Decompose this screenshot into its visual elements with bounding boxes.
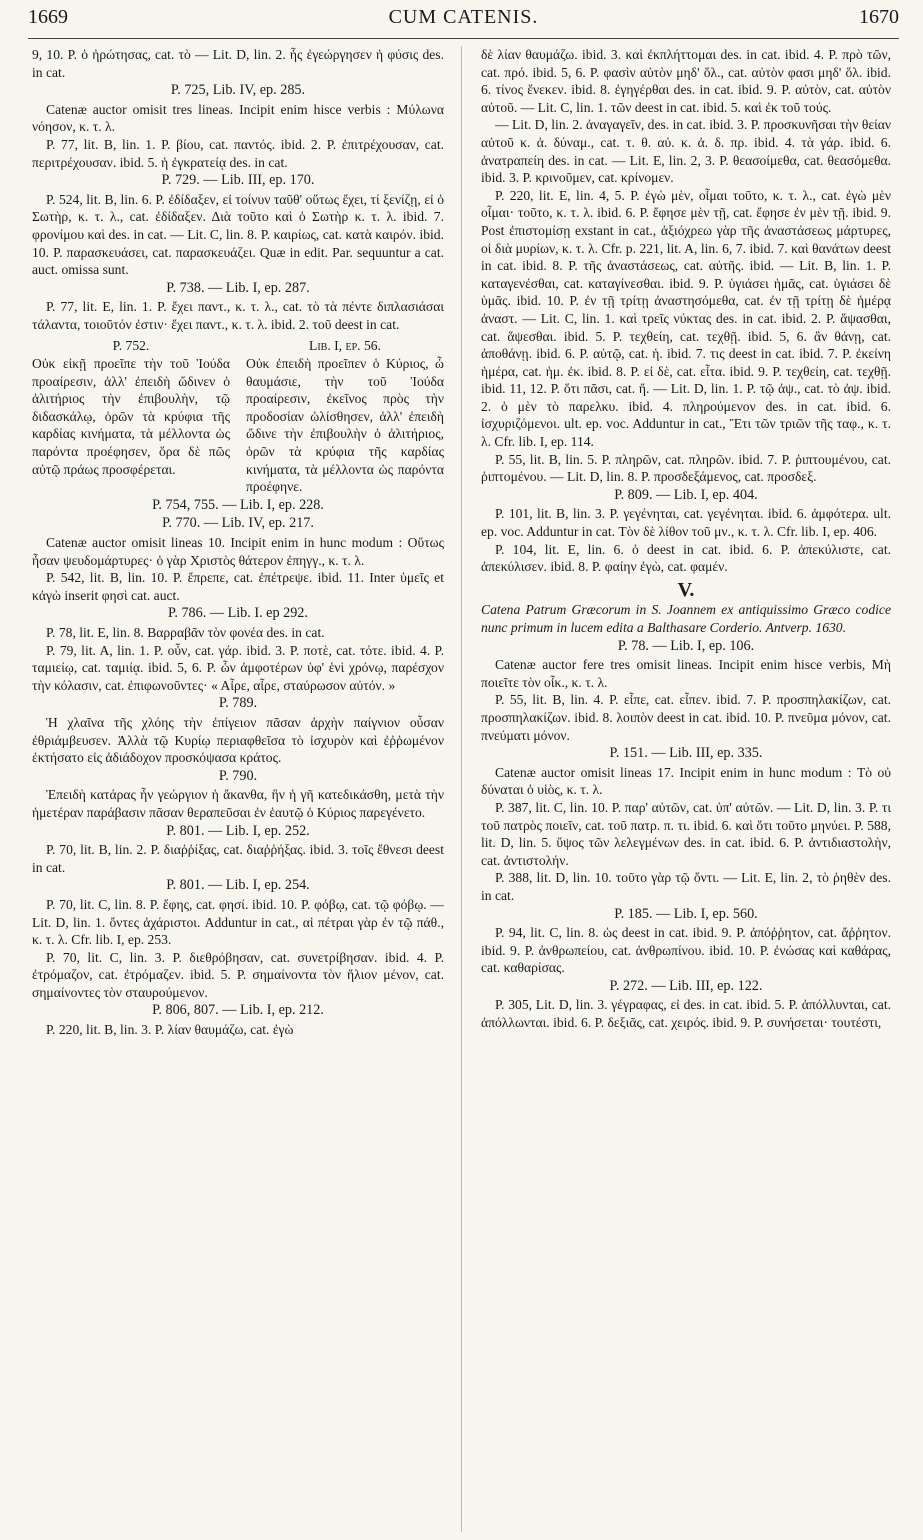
- section-heading: P. 789.: [218, 695, 258, 712]
- text-paragraph: P. 77, lit. B, lin. 1. P. βίου, cat. παντός. ibid. 2. P. ἐπιτρέχουσαν, cat. περιτρέχουσαν. ibid. 5. ἡ ἐγκρατείᾳ des. in cat.: [32, 136, 444, 170]
- text-paragraph: P. 55, lit. B, lin. 5. P. πληρῶν, cat. πληρῶν. ibid. 7. P. ῥιπτουμένου, cat. ῥιπτομένου. — Lit. D, lin. 8. P. προσδεξάμενος, cat. προσδεξ.: [481, 451, 891, 485]
- section-heading: P. 801. — Lib. I, ep. 254.: [166, 877, 310, 894]
- catena-title: Catena Patrum Græcorum in S. Joannem ex antiquissimo Græco codice nunc primum in lucem edita a Balthasare Corderio. Antverp. 1630.: [481, 602, 891, 635]
- section-heading: P. 770. — Lib. IV, ep. 217.: [162, 515, 314, 532]
- parallel-col-b: [246, 336, 444, 496]
- page-number-left: 1669: [28, 6, 68, 28]
- text-paragraph: P. 79, lit. A, lin. 1. P. οὖν, cat. γάρ. ibid. 3. P. ποτὲ, cat. τότε. ibid. 4. P. ταμιείῳ, cat. ταμιίᾳ. ibid. 5, 6. P. ὧν ἀμφοτέρων ὑφ' ἑνὶ χρόνῳ, παρέσχον τὴν κόλασιν, cat. ἐπιφωνοῦντες· « Αἶρε, αἶρε, σταύρωσον αὐτόν. »: [32, 642, 444, 693]
- text-paragraph: P. 70, lit. C, lin. 3. P. διεθρόβησαν, cat. συνετρίβησαν. ibid. 4. P. ἐτρόμαζον, cat. ἐτρόμαζεν. ibid. 5. P. σημαίνοντα τὸν ἥλιον μένον, cat. σημαίνοντες τὸν σταυρούμενον.: [32, 949, 444, 1000]
- text-paragraph: Catenæ auctor omisit lineas 10. Incipit enim in hunc modum : Οὕτως ἦσαν ψευδομάρτυρες· ὁ γὰρ Χριστὸς θάτερον ἐπηγγ., κ. τ. λ.: [32, 535, 444, 568]
- text-paragraph: P. 220, lit. B, lin. 3. P. λίαν θαυμάζω, cat. ἐγὼ: [46, 1022, 294, 1038]
- text-paragraph: P. 78, lit. E, lin. 8. Βαρραβᾶν τὸν φονέα des. in cat.: [46, 625, 325, 640]
- text-paragraph: — Lit. D, lin. 2. ἀναγαγεῖν, des. in cat. ibid. 3. P. προσκυνῆσαι τὴν θείαν αὐτοῦ κ. ἀ. δύναμ., cat. τ. θ. αὐ. κ. ἀ. δ. πρ. ibid. 4. τὰ γάρ. ibid. 6. ἀνατραπείη des. in cat. — Lit. E, lin. 2, 3. P. θεασοίμεθα, cat. θεασόμεθα. ibid. 3. P. κρινοῦμεν, cat. κρίνομεν.: [481, 117, 891, 186]
- text-paragraph: Catenæ auctor omisit tres lineas. Incipit enim hisce verbis : Μύλωνα νόησον, κ. τ. λ.: [32, 101, 444, 135]
- text-paragraph: 9, 10. P. ὁ ἠρώτησας, cat. τὸ — Lit. D, lin. 2. ἧς ἐγεώργησεν ἡ φύσις des. in cat.: [32, 47, 444, 80]
- section-heading: P. 272. — Lib. III, ep. 122.: [609, 977, 763, 994]
- section-heading: Lib. I, ep. 56.: [309, 337, 381, 353]
- section-heading: P. 151. — Lib. III, ep. 335.: [609, 745, 763, 762]
- text-paragraph: P. 524, lit. B, lin. 6. P. ἐδίδαξεν, εἰ τοίνυν ταῦθ' οὕτως ἔχει, τί ξενίζῃ, εἰ ὁ Σωτὴρ, κ. τ. λ., cat. ἐδίδαξεν. Διὰ τοῦτο καὶ ὁ Σωτὴρ κ. τ. λ. ibid. 7. φρονίμου καὶ des. in cat. — Lit. C, lin. 8. P. καιρίως, cat. κατὰ καιρόν. ibid. 10. P. παρασκευάσει, cat. παρασκευάζει. Quæ in edit. Par. sequuntur a cat. auct. omissa sunt.: [32, 191, 444, 278]
- running-title: CUM CATENIS.: [388, 6, 539, 28]
- text-paragraph: P. 542, lit. B, lin. 10. P. ἔπρεπε, cat. ἐπέτρεψε. ibid. 11. Inter ὑμεῖς et κἀγὼ inserit φησὶ cat. auct.: [32, 570, 444, 603]
- text-paragraph: Ἡ χλαῖνα τῆς χλόης τὴν ἐπίγειον πᾶσαν ἀρχὴν παίγνιον οὖσαν ἐθριάμβευσεν. Ἀλλὰ τῷ Κυρίῳ περιαφθεῖσα τὸ ἰσχυρὸν καὶ ἐῤῥωμένον ἐκτήσατο εἰς ἀδιάδοχον προσκόψασα κράτος.: [32, 714, 444, 766]
- section-heading: P. 738. — Lib. I, ep. 287.: [166, 279, 310, 296]
- left-column: [32, 46, 444, 1039]
- section-heading: P. 78. — Lib. I, ep. 106.: [617, 637, 755, 654]
- text-paragraph: P. 388, lit. D, lin. 10. τοῦτο γὰρ τῷ ὄντι. — Lit. E, lin. 2, τὸ ῥηθὲν des. in cat.: [481, 870, 891, 903]
- text-paragraph: Ἐπειδὴ κατάρας ἦν γεώργιον ἡ ἄκανθα, ἣν ἡ γῆ κατεδικάσθη, μετὰ τὴν ἡμετέραν παράβασιν πᾶσαν θεραπεῦσαι ἐν ἑαυτῷ ὁ Κύριος παρεγένετο.: [32, 787, 444, 820]
- section-heading: P. 754, 755. — Lib. I, ep. 228.: [152, 496, 324, 513]
- section-heading: P. 801. — Lib. I, ep. 252.: [166, 822, 310, 839]
- section-heading: P. 809. — Lib. I, ep. 404.: [614, 486, 758, 503]
- running-header: [28, 6, 899, 34]
- text-paragraph: P. 220, lit. E, lin. 4, 5. P. ἐγὼ μὲν, οἶμαι τοῦτο, κ. τ. λ., cat. ἐγὼ μὲν οἶμαι· τοῦτο, κ. τ. λ. ibid. 6. P. ἔφησε μὲν τῇ, cat. ἔφησε ἐν μὲν τῇ. ibid. 9. Post ἐπιστομίσῃ exstant in cat., ἀξιόχρεω γὰρ τῆς ἀναστάσεως μάρτυρες, οἱ διὰ μυρίων, κ. τ. λ. Cfr. p. 221, lit. A, lin. 6, 7. ibid. 7. καὶ θανάτων deest in cat. ibid. 8. P. τῆς ἀναστάσεως, cat. αὐτῆς. ibid. — Lit. B, lin. 1. P. καταγενέσθαι, cat. καταγίνεσθαι. ibid. 9. P. ὑγιάσει ἡμᾶς, cat. ὑγιάσει δὲ ὑμᾶς. ibid. 10. P. ἐν τῇ τρίτῃ ἀναστησόμεθα, cat. ἐν τῇ τρίτῃ δὲ ἡμέρᾳ ἀναστ. — Lit. C, lin. 1. καὶ τρεῖς νύκτας des. in cat. ibid. 2. P. ἅψασθαι, cat. ἅψεσθαι. ibid. 5. P. τεχθείη, cat. τεχθῇ. ibid. 5, 6. ἂν θάνῃ, cat. ἀποθάνῃ. ibid. 6. P. αὐτῷ, cat. ἡ. ibid. 7. τις deest in cat. ibid. 7. P. ἐκείνη ἡμέρα, cat. ἡμ. ἐκ. ibid. 8. P. εἰ δὲ, cat. εἶτα. ibid. 9. P. τεχθείη, cat. τεχθῇ. ibid. 11, 12. P. ὅτι πᾶσι, cat. ἤ. — Lit. D, lin. 1. P. τῷ ἀψ., cat. τὸ ἀψ. ibid. 2. ὁ μὲν τὸ παρελκυ. ibid. 4. πληρούμενον des. in cat. ibid. 6. ἰσχυριζόμενοι. ult. ep. voc. Adduntur in cat., Ἔτι τῶν τριῶν τῆς ταφ., κ. τ. λ. Cfr. lib. I, ep. 114.: [481, 187, 891, 450]
- text-paragraph: P. 70, lit. B, lin. 2. P. διαῤῥίξας, cat. διαῤῥήξας. ibid. 3. τοῖς ἔθνεσι deest in cat.: [32, 842, 444, 875]
- text-paragraph: P. 55, lit. B, lin. 4. P. εἶπε, cat. εἶπεν. ibid. 7. P. προσπηλακίζων, cat. προσπηλακίζων. ibid. 8. λοιπὸν deest in cat. ibid. 10. P. πνεῦμα μόνον, cat. πνεύματι μόνον.: [481, 692, 891, 743]
- text-paragraph: P. 305, Lit. D, lin. 3. γέγραφας, εἰ des. in cat. ibid. 5. P. ἀπόλλυνται, cat. ἀπόλλωνται. ibid. 6. P. δεξιᾶς, cat. χειρός. ibid. 9. P. συνήσεται· τουτέστι,: [481, 997, 891, 1031]
- section-heading: P. 185. — Lib. I, ep. 560.: [614, 905, 758, 922]
- section-heading: P. 729. — Lib. III, ep. 170.: [161, 172, 315, 189]
- text-paragraph: P. 387, lit. C, lin. 10. P. παρ' αὐτῶν, cat. ὑπ' αὐτῶν. — Lit. D, lin. 3. P. τι τοῦ πατρὸς ποιεῖν, cat. τοῦ πατρ. π. τι. ibid. 6. καὶ ὅτι τοῦτο μηνύει. P. 588, lit. D, lin. 5. ὕψος τῶν λελεγμένων des. in cat. ibid. 6. P. ἀντιδιαστολὴν, cat. ἀντιστολήν.: [481, 799, 891, 868]
- text-paragraph: P. 70, lit. C, lin. 8. P. ἔφης, cat. φησί. ibid. 10. P. φόβῳ, cat. τῷ φόβῳ. — Lit. D, lin. 1. ὄντες ἀχάριστοι. Adduntur in cat., αἱ πέτραι γὰρ ἐν τῷ πάθ., κ. τ. λ. Cfr. lib. I, ep. 253.: [32, 896, 444, 948]
- right-column: [481, 46, 891, 1032]
- text-paragraph: Catenæ auctor omisit lineas 17. Incipit enim in hunc modum : Τὸ οὐ δύναται ὁ υἱὸς, κ. τ. λ.: [481, 764, 891, 798]
- greek-text: Οὐκ εἰκῇ προεῖπε τὴν τοῦ Ἰούδα προαίρεσιν, ἀλλ' ἐπειδὴ ὤδινεν ὁ ἀλιτήριος τὴν ἐπιβουλὴν, τῷ διδασκάλῳ, ὁρῶν τὰ κρύφια τῆς καρδίας κινήματα, τὰ μέλλοντα ὡς παρόντα προέφησεν, ὅρα δὲ πῶς αὐτῷ πράως προσφέρεται.: [32, 356, 230, 477]
- section-heading: P. 752.: [112, 337, 150, 353]
- section-heading: P. 806, 807. — Lib. I, ep. 212.: [152, 1002, 324, 1019]
- text-paragraph: P. 104, lit. E, lin. 6. ὁ deest in cat. ibid. 6. P. ἀπεκύλιστε, cat. ἀπεκύλισεν. ibid. 8. P. φαίην ἐγὼ, cat. φαμέν.: [481, 541, 891, 575]
- text-paragraph: P. 77, lit. E, lin. 1. P. ἔχει παντ., κ. τ. λ., cat. τὸ τὰ πέντε διπλασιάσαι τάλαντα, τοιοῦτόν ἐστιν· ἔχει παντ., κ. τ. λ. ibid. 2. τοῦ deest in cat.: [32, 299, 444, 332]
- section-heading: P. 786. — Lib. I. ep 292.: [168, 605, 308, 622]
- column-divider: [461, 46, 462, 1532]
- section-numeral: V.: [677, 578, 695, 601]
- section-heading: P. 790.: [218, 767, 258, 784]
- page-number-right: 1670: [858, 6, 899, 28]
- text-paragraph: P. 101, lit. B, lin. 3. P. γεγένηται, cat. γεγένηται. ibid. 6. ἀμφότερα. ult. ep. voc. Adduntur in cat. Τὸν δὲ λίθον τοῦ μν., κ. τ. λ. Cfr. lib. I, ep. 406.: [481, 506, 891, 540]
- section-heading: P. 725, Lib. IV, ep. 285.: [170, 82, 306, 99]
- header-rule: [28, 38, 899, 39]
- text-paragraph: Catenæ auctor fere tres omisit lineas. Incipit enim hisce verbis, Μὴ ποιεῖτε τὸν οἶκ., κ. τ. λ.: [481, 657, 891, 690]
- parallel-col-a: [32, 336, 230, 496]
- greek-text: Οὐκ ἐπειδὴ προεῖπεν ὁ Κύριος, ὦ θαυμάσιε, τὴν τοῦ Ἰούδα προαίρεσιν, ἐκεῖνος πρὸς τὴν προδοσίαν ὠλίσθησεν, ἀλλ' ἐπειδὴ ὤδινε τὴν ἐπιβουλὴν ὁ ἀλιτήριος, ὁρῶν τὰ κρύφια τῆς καρδίας κινήματα, τὰ μέλλοντα ὡς παρόντα προέφηνε.: [246, 356, 444, 495]
- parallel-text: [32, 336, 444, 496]
- text-paragraph: P. 94, lit. C, lin. 8. ὡς deest in cat. ibid. 9. P. ἀπόῤῥητον, cat. ἄῤῥητον. ibid. 9. P. ἀνθρωπείου, cat. ἀνθρωπίνου. ibid. 10. P. ἐνώσας καὶ καθάρας, cat. καθαρίσας.: [481, 925, 891, 976]
- text-paragraph: δὲ λίαν θαυμάζω. ibid. 3. καὶ ἐκπλήττομαι des. in cat. ibid. 4. P. πρὸ τῶν, cat. πρό. ibid. 5, 6. P. φασὶν αὐτὸν μηδ' ὅλ., cat. αὐτὸν φασι μηδ' ὅλ. ibid. 6. τίνος ἕνεκεν. ibid. 8. ἐγηγέρθαι des. in cat. ibid. 9. P. αὐτὸν, cat. αὐτὸν αὐτοῦ. — Lit. C, lin. 1. τῶν deest in cat. ibid. 5. καὶ ἐκ τοῦ τούς.: [481, 47, 891, 115]
